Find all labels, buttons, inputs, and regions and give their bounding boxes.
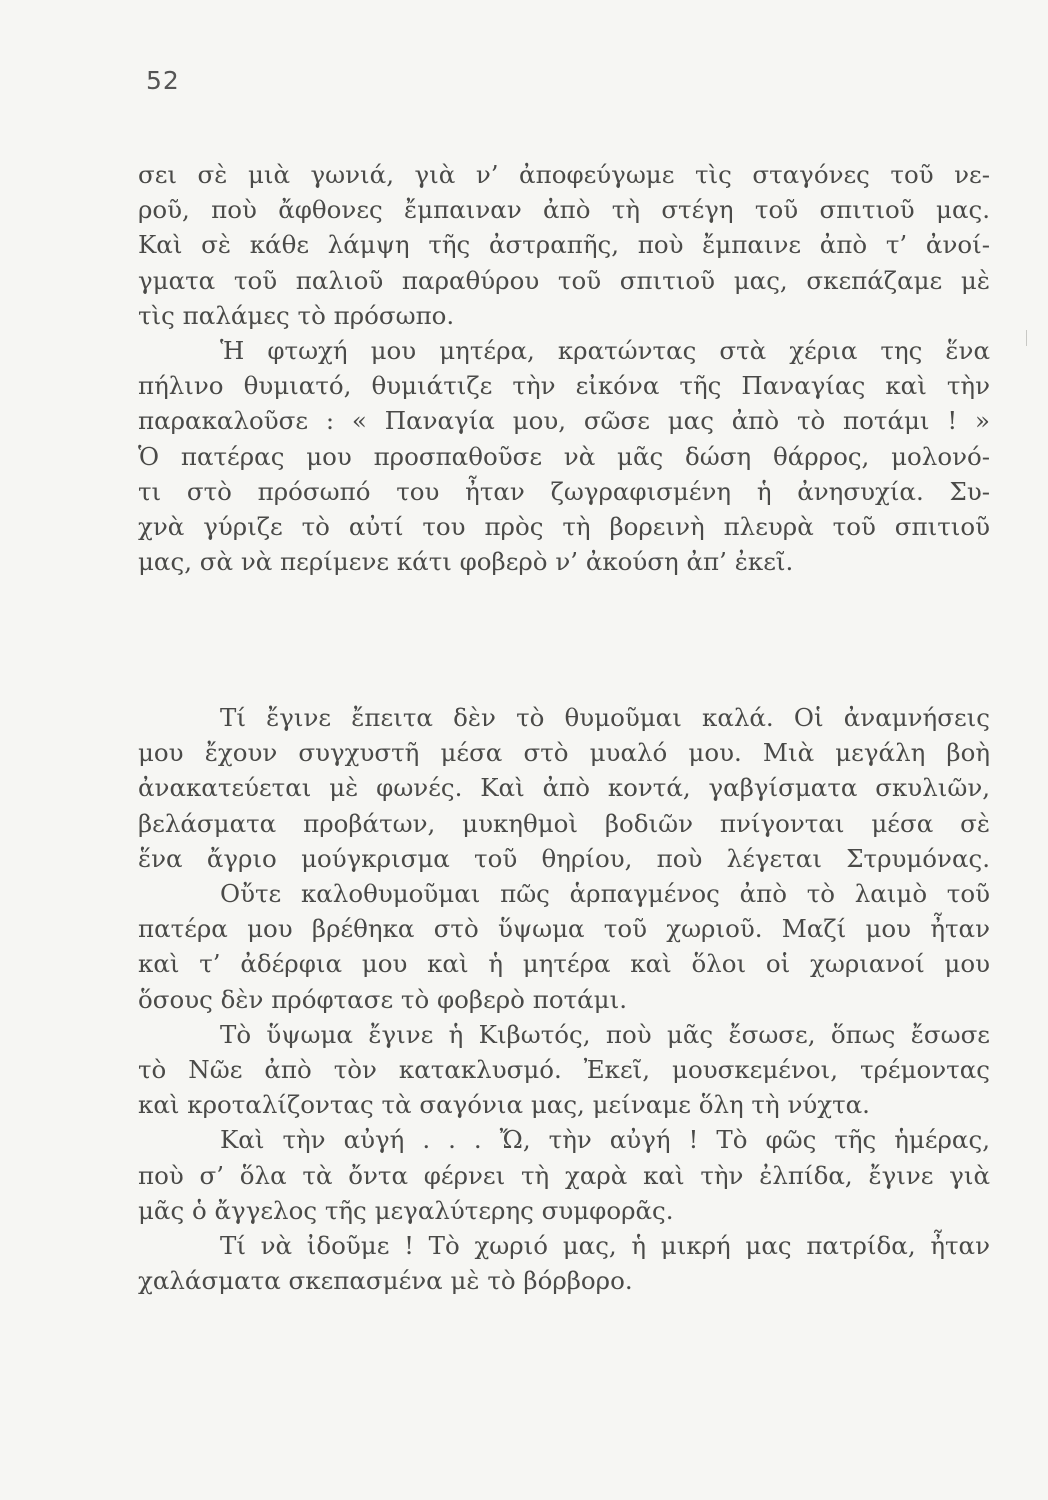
text-line: Καὶ σὲ κάθε λάμψη τῆς ἀστραπῆς, ποὺ ἔμπαινε ἀπὸ τ’ ἀνοί-: [138, 230, 990, 260]
text-line: σει σὲ μιὰ γωνιά, γιὰ ν’ ἀποφεύγωμε τὶς σταγόνες τοῦ νε-: [138, 160, 990, 189]
text-line: Τὸ ὕψωμα ἔγινε ἡ Κιβωτός, ποὺ μᾶς ἔσωσε, ὅπως ἔσωσε: [220, 1019, 990, 1049]
text-line: Ἡ φτωχή μου μητέρα, κρατώντας στὰ χέρια της ἕνα: [220, 336, 990, 366]
page-edge-mark: [1026, 330, 1027, 346]
text-line: Τί νὰ ἰδοῦμε ! Τὸ χωριό μας, ἡ μικρή μας πατρίδα, ἦταν: [220, 1231, 990, 1261]
text-line: γματα τοῦ παλιοῦ παραθύρου τοῦ σπιτιοῦ μας, σκεπάζαμε μὲ: [138, 265, 990, 295]
text-line: τὶς παλάμες τὸ πρόσωπο.: [138, 300, 455, 330]
text-line: Οὔτε καλοθυμοῦμαι πῶς ἁρπαγμένος ἀπὸ τὸ λαιμὸ τοῦ: [220, 879, 990, 909]
text-line: πατέρα μου βρέθηκα στὸ ὕψωμα τοῦ χωριοῦ. Μαζί μου ἦταν: [138, 914, 990, 944]
text-line: ὅσους δὲν πρόφτασε τὸ φοβερὸ ποτάμι.: [138, 984, 627, 1014]
text-line: καὶ κροταλίζοντας τὰ σαγόνια μας, μείναμε ὅλη τὴ νύχτα.: [138, 1090, 870, 1120]
text-line: Καὶ τὴν αὐγή . . . Ὤ, τὴν αὐγή ! Τὸ φῶς τῆς ἡμέρας,: [220, 1125, 990, 1155]
text-line: μᾶς ὁ ἄγγελος τῆς μεγαλύτερης συμφορᾶς.: [138, 1195, 674, 1225]
text-line: καὶ τ’ ἀδέρφια μου καὶ ἡ μητέρα καὶ ὅλοι οἱ χωριανοί μου: [138, 949, 990, 979]
text-line: χαλάσματα σκεπασμένα μὲ τὸ βόρβορο.: [138, 1266, 633, 1296]
text-line: μου ἔχουν συγχυστῆ μέσα στὸ μυαλό μου. Μιὰ μεγάλη βοὴ: [138, 738, 990, 768]
text-section-flood: [138, 700, 990, 1298]
text-line: τὸ Νῶε ἀπὸ τὸν κατακλυσμό. Ἐκεῖ, μουσκεμένοι, τρέμοντας: [138, 1055, 990, 1085]
text-line: Ὁ πατέρας μου προσπαθοῦσε νὰ μᾶς δώση θάρρος, μολονό-: [138, 441, 990, 471]
text-line: ἕνα ἄγριο μούγκρισμα τοῦ θηρίου, ποὺ λέγεται Στρυμόνας.: [138, 843, 990, 873]
text-line: βελάσματα προβάτων, μυκηθμοὶ βοδιῶν πνίγονται μέσα σὲ: [138, 808, 990, 838]
text-line: πήλινο θυμιατό, θυμιάτιζε τὴν εἰκόνα τῆς Παναγίας καὶ τὴν: [138, 371, 990, 401]
text-line: ροῦ, ποὺ ἄφθονες ἔμπαιναν ἀπὸ τὴ στέγη τοῦ σπιτιοῦ μας.: [138, 195, 990, 225]
text-line: παρακαλοῦσε : « Παναγία μου, σῶσε μας ἀπὸ τὸ ποτάμι ! »: [138, 406, 990, 436]
text-line: ἀνακατεύεται μὲ φωνές. Καὶ ἀπὸ κοντά, γαβγίσματα σκυλιῶν,: [138, 773, 990, 803]
text-line: τι στὸ πρόσωπό του ἦταν ζωγραφισμένη ἡ ἀνησυχία. Συ-: [138, 476, 990, 506]
page-number: 52: [146, 66, 180, 95]
text-line: Τί ἔγινε ἔπειτα δὲν τὸ θυμοῦμαι καλά. Οἱ ἀναμνήσεις: [220, 703, 990, 732]
text-section-storm: [138, 157, 990, 579]
text-line: μας, σὰ νὰ περίμενε κάτι φοβερὸ ν’ ἀκούση ἀπ’ ἐκεῖ.: [138, 547, 794, 577]
text-line: ποὺ σ’ ὅλα τὰ ὄντα φέρνει τὴ χαρὰ καὶ τὴν ἐλπίδα, ἔγινε γιὰ: [138, 1160, 990, 1190]
text-line: χνὰ γύριζε τὸ αὐτί του πρὸς τὴ βορεινὴ πλευρὰ τοῦ σπιτιοῦ: [138, 512, 990, 542]
